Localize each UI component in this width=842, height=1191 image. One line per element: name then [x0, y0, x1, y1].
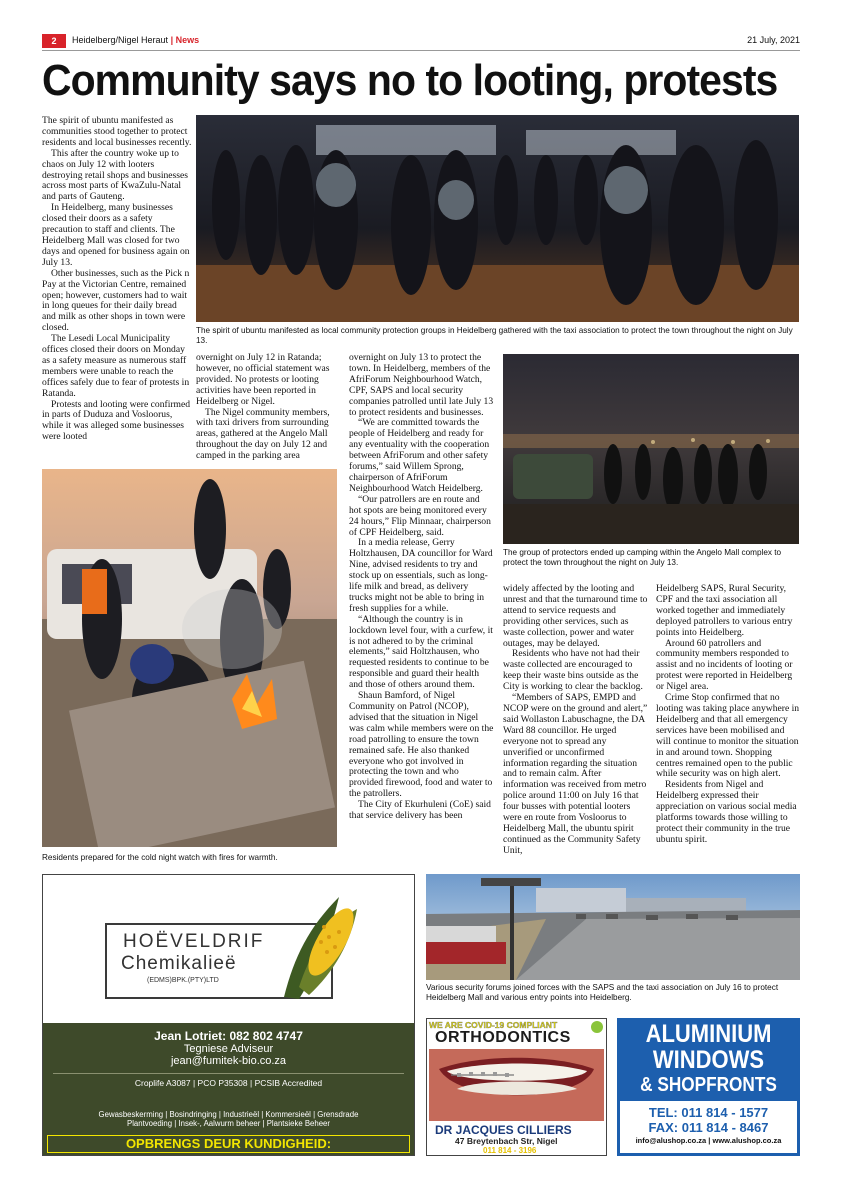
ad-accreditation: Croplife A3087 | PCO P35308 | PCSIB Accredited — [134, 1078, 323, 1088]
ad-alu-fax: FAX: 011 814 - 8467 — [648, 1120, 769, 1135]
ad-brand-line1: HOËVELDRIF — [123, 931, 265, 952]
ad-brand-line3: (EDMS)BPK.(PTY)LTD — [147, 977, 219, 984]
article-column-1 — [42, 116, 192, 443]
paragraph: The City of Ekurhuleni (CoE) said that service delivery has been — [349, 799, 491, 822]
smile-icon — [429, 1049, 604, 1121]
paragraph: Residents who have not had their waste collected are encouraged to keep their waste bins outside as the City is working to clear the backlog. — [503, 648, 643, 693]
ad-contact-panel — [43, 1023, 414, 1111]
page-number: 2 — [42, 34, 66, 48]
paragraph: Around 60 patrollers and community members responded to assist and no incidents of looting or protest were reported in Heidelberg or Nigel area. — [656, 637, 793, 693]
ad-contact-email[interactable]: jean@fumitek-bio.co.za — [170, 1055, 287, 1067]
ad-alu-line2: WINDOWS — [652, 1046, 765, 1074]
photo-fires-for-warmth — [42, 469, 337, 847]
ad-slogan-bar — [43, 1133, 414, 1155]
photo-angelo-mall-camp — [503, 354, 799, 544]
ad-contact-name: Jean Lotriet: 082 802 4747 — [154, 1029, 303, 1043]
ad-alu-tel[interactable]: TEL: 011 814 - 1577 — [648, 1105, 769, 1120]
paragraph: In Heidelberg, many businesses closed their doors as a safety precaution to staff and clients. The Heidelberg Mall was closed for two days and opened for business again on July 13. — [42, 202, 190, 268]
paragraph: The Lesedi Local Municipality offices closed their doors on Monday as a safety measure as numerous staff members were unable to reach the offices safely due to fear of protests in Ratanda. — [42, 333, 190, 399]
paragraph: In a media release, Gerry Holtzhausen, DA councillor for Ward Nine, advised residents to try and stock up on essentials, such as long-life milk and bread, as delivery trucks might not be able to bring in fresh supplies for a while. — [349, 537, 493, 614]
ad-aluminium[interactable] — [617, 1018, 800, 1156]
paragraph: “Members of SAPS, EMPD and NCOP were on the ground and alert,” said Wollaston Labuschagne, the DA Ward 88 councillor. He urged everyone not to spread any unverified or unconfirmed information regarding the situation and to remain calm. After information was received from metro police around 11:00 on July 16 that four busses with potential looters were en route from Vosloorus to Heidelberg Mall, the ubuntu spirit continued as the Community Safety Unit, — [503, 692, 648, 856]
ad-ortho-address: 47 Breytenbach Str, Nigel — [455, 1136, 558, 1146]
paragraph: “Our patrollers are en route and hot spots are being monitored every 24 hours,” Flip Minnaar, chairperson of CPF Heidelberg, said. — [349, 493, 491, 538]
caption-photo4: Various security forums joined forces with the SAPS and the taxi association on July 16 to protect Heidelberg Mall and various entry points into Heidelberg. — [426, 983, 779, 1002]
headline: Community says no to looting, protests — [42, 56, 778, 105]
ad-alu-line3: & SHOPFRONTS — [640, 1074, 777, 1096]
ad-ortho-phone[interactable]: 011 814 - 3196 — [483, 1146, 537, 1155]
photo-heidelberg-mall-entry — [426, 874, 800, 980]
ad-alu-contact — [620, 1101, 797, 1153]
tennis-ball-icon — [591, 1021, 603, 1033]
paragraph: overnight on July 13 to protect the town. In Heidelberg, members of the AfriForum Neighbourhood Watch, CPF, SAPS and local security companies patrolled until late July 13 to protect residents and businesses. — [349, 352, 494, 418]
paragraph: overnight on July 12 in Ratanda; however, no official statement was provided. No protests or looting activities have been reported in Heidelberg or Nigel. — [196, 352, 330, 407]
paragraph: Other businesses, such as the Pick n Pay at the Victorian Centre, remained open; however, customers had to wait in long queues for their daily bread and milk as other shops in town were closed. — [42, 267, 190, 334]
ad-ortho-doctor: DR JACQUES CILLIERS — [435, 1123, 572, 1137]
paragraph: Protests and looting were confirmed in parts of Duduza and Vosloorus, while it was alleged some businesses were looted — [42, 398, 191, 443]
article-column-2 — [196, 353, 342, 462]
ad-ortho-tagline: WE ARE COVID-19 COMPLIANT — [429, 1020, 558, 1030]
caption-photo2: The group of protectors ended up camping within the Angelo Mall complex to protect the town throughout the night on July 13. — [503, 548, 782, 567]
paragraph: widely affected by the looting and unrest and that the turnaround time to attend to service requests and providing other services, such as waste collection, power and water outages, may be delayed. — [503, 583, 648, 649]
paragraph: This after the country woke up to chaos on July 12 with looters destroying retail shops and businesses across most parts of KwaZulu-Natal and parts of Gauteng. — [42, 147, 189, 203]
photo-community-gathering — [196, 115, 799, 322]
ad-services-line2: Plantvoeding | Insek-, Aalwurm beheer | Plantsieke Beheer — [127, 1118, 330, 1128]
paragraph: Residents from Nigel and Heidelberg expressed their appreciation on various social media platforms towards those willing to protect their community in the true ubuntu spirit. — [656, 779, 797, 845]
ad-alu-web[interactable]: info@alushop.co.za | www.alushop.co.za — [635, 1136, 782, 1145]
ad-orthodontics[interactable] — [426, 1018, 607, 1156]
ad-services-line1: Gewasbeskerming | Bosindringing | Industrieël | Kommersieël | Grensdrade — [98, 1110, 359, 1119]
corn-icon — [269, 887, 369, 1005]
paragraph: “We are committed towards the people of Heidelberg and ready for any eventuality with the cooperation between AfriForum and other safety forums,” said Willem Sprong, chairperson of AfriForum Neighbourhood Watch Heidelberg. — [349, 417, 490, 494]
paragraph: “Although the country is in lockdown level four, with a curfew, it is not adhered to by the criminal elements,” said Holtzhausen, who requested residents to continue to be responsible and guard their health and those of others around them. — [349, 613, 493, 691]
caption-photo1: The spirit of ubuntu manifested as local community protection groups in Heidelberg gathered with the taxi association to protect the town throughout the night on July 13. — [196, 326, 793, 345]
ad-ortho-title: ORTHODONTICS — [435, 1029, 571, 1046]
publication-line — [72, 35, 199, 45]
paragraph: Heidelberg SAPS, Rural Security, CPF and the taxi association all worked together and immediately deployed patrollers to various entry points into Heidelberg. — [656, 583, 793, 638]
ad-services — [43, 1111, 414, 1133]
paragraph: The Nigel community members, with taxi drivers from surrounding areas, gathered at the Angelo Mall throughout the day on July 12 and camped in the parking area — [196, 406, 330, 462]
ad-slogan: OPBRENGS DEUR KUNDIGHEID: — [47, 1135, 410, 1153]
article-column-5 — [656, 584, 801, 846]
article-column-4 — [503, 584, 648, 857]
caption-photo3: Residents prepared for the cold night watch with fires for warmth. — [42, 853, 278, 862]
header-rule — [42, 50, 800, 51]
page-header — [42, 34, 800, 50]
header-separator: | — [170, 35, 174, 45]
paragraph: The spirit of ubuntu manifested as communities stood together to protect residents and local businesses recently. — [42, 115, 192, 148]
publication-name: Heidelberg/Nigel Heraut — [72, 35, 169, 45]
ad-alu-line1: ALUMINIUM — [645, 1020, 772, 1048]
article-column-3 — [349, 353, 494, 822]
section-name: News — [175, 35, 200, 45]
issue-date: 21 July, 2021 — [747, 35, 800, 45]
paragraph: Shaun Bamford, of Nigel Community on Patrol (NCOP), advised that the situation in Nigel was calm while members were on the road patrolling to ensure the town remained safe. He also thanked everyone who got involved in protecting the town and who provided firewood, food and water to the patrollers. — [349, 690, 494, 800]
ad-hoeveldrif[interactable] — [42, 874, 415, 1156]
ad-contact-role: Tegniese Adviseur — [183, 1043, 274, 1055]
paragraph: Crime Stop confirmed that no looting was taking place anywhere in Heidelberg and that all emergency services have been mobilised and will continue to monitor the situation in and around town. Shopping centres remained open to the public while security was on high alert. — [656, 692, 800, 780]
ad-brand-line2: Chemikalieë — [121, 953, 237, 974]
